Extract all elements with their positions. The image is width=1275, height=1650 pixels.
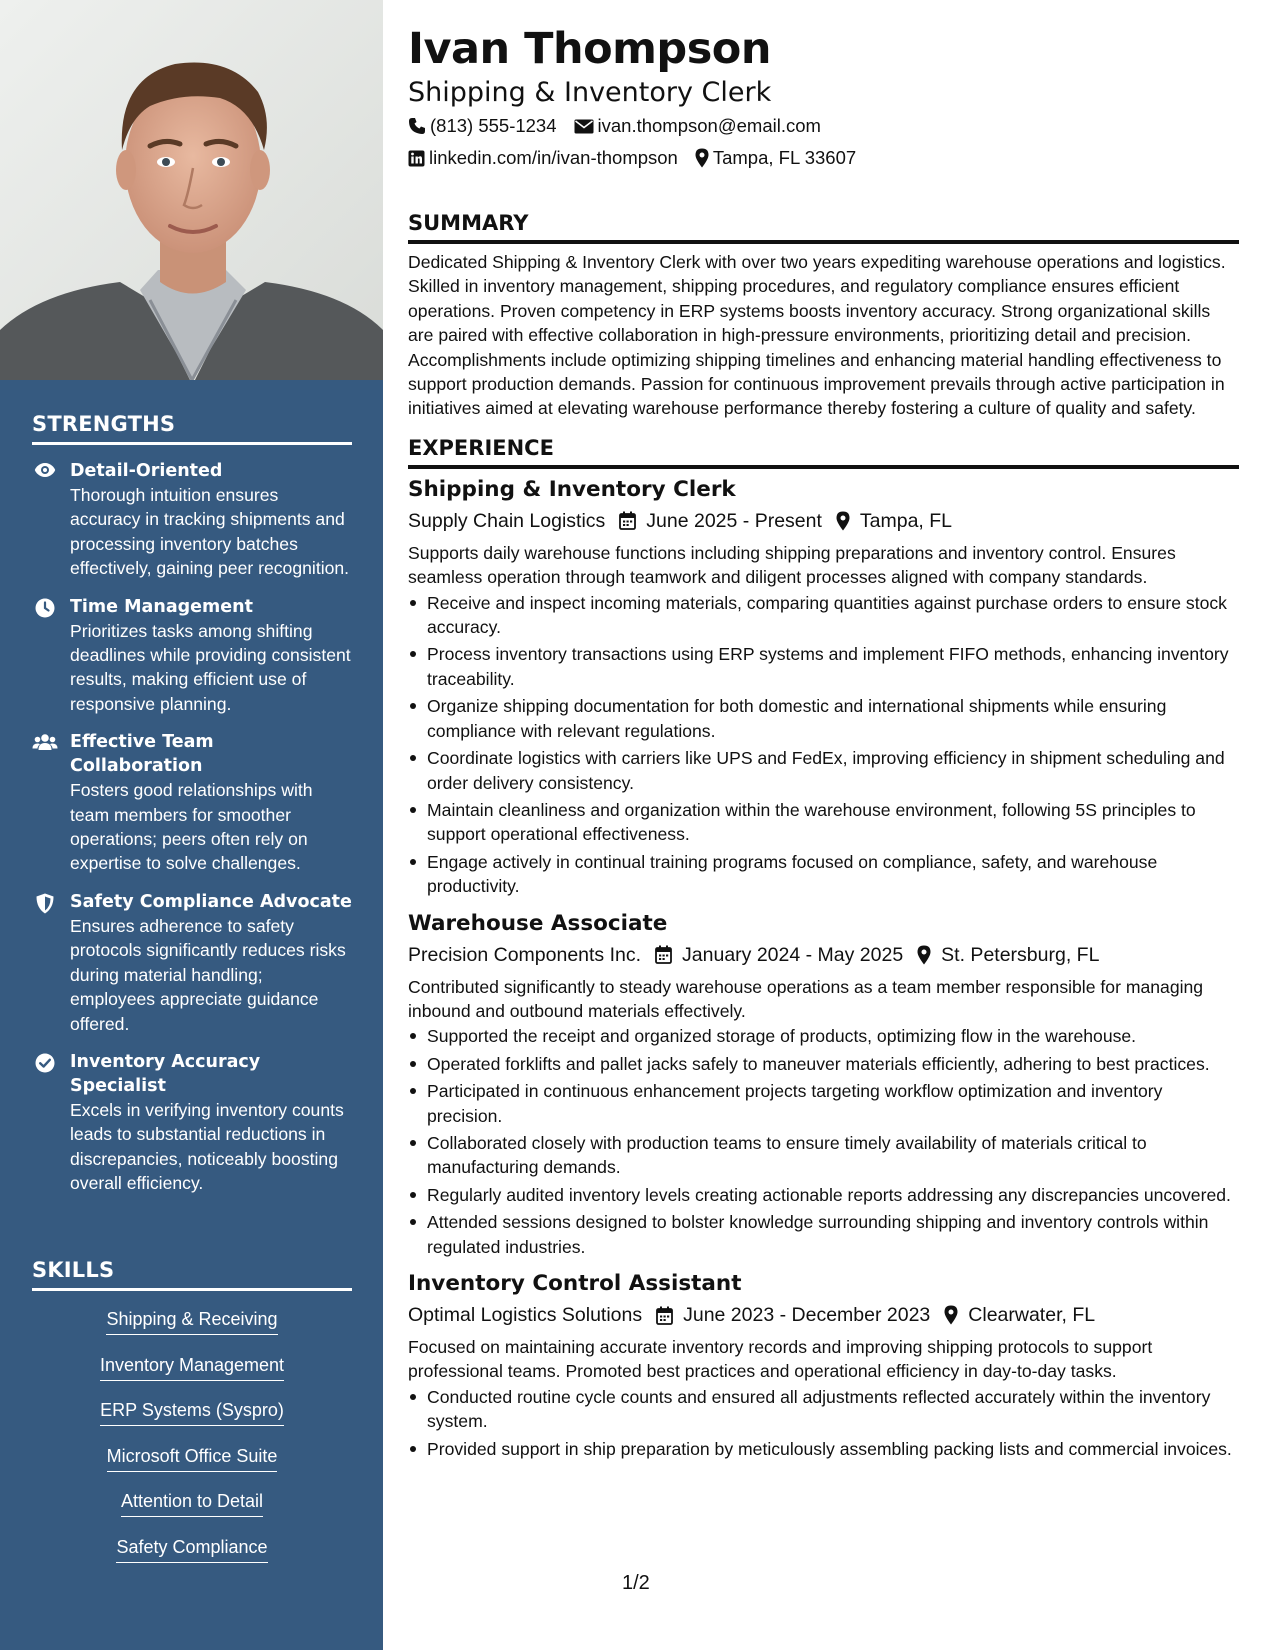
summary-text: Dedicated Shipping & Inventory Clerk with over two years expediting warehouse operations and logistics. Skilled in inventory management, shipping procedures, and regulatory compliance ensures efficient operations. Proven competency in ERP systems boosts inventory accuracy. Strong organizational skills are paired with effective collaboration in high-pressure environments, prioritizing detail and precision. Accomplishments include optimizing shipping timelines and enhancing material handling effectiveness to support production demands. Passion for continuous improvement prevails through active participation in initiatives aimed at elevating warehouse performance thereby fostering a culture of quality and safety. [408,252,1226,419]
job-meta [408,507,1239,535]
skills-section [32,1258,352,1580]
calendar-icon [656,1306,673,1325]
summary-heading: SUMMARY [408,210,1239,244]
job-meta [408,1301,1239,1329]
bullet-item: Regularly audited inventory levels creating actionable reports addressing any discrepancies uncovered. [408,1183,1239,1207]
portrait-illustration [0,0,383,380]
skills-heading: SKILLS [32,1258,352,1291]
job-title: Shipping & Inventory Clerk [408,476,736,502]
strength-item [32,1050,352,1196]
job-description: Focused on maintaining accurate inventory records and improving shipping protocols to support professional teams. Promoted best practices and operational efficiency in day-to-day tasks. [408,1337,1153,1382]
strength-description: Prioritizes tasks among shifting deadlines while providing consistent results, making efficient use of responsive planning. [70,620,351,714]
linkedin-contact[interactable] [408,146,678,170]
job-dates: June 2025 - Present [646,509,822,532]
email-text: ivan.thompson@email.com [597,115,821,136]
strength-description: Excels in verifying inventory counts leads to substantial reductions in discrepancies, noticeably boosting overall efficiency. [70,1099,344,1194]
job-entry [408,1269,1239,1461]
main-content [408,22,1239,1464]
phone-icon [408,117,426,135]
job-bullets [408,1385,1239,1461]
bullet-item: Maintain cleanliness and organization within the warehouse environment, following 5S principles to support operational effectiveness. [408,798,1239,847]
email-contact[interactable] [574,114,821,138]
linkedin-text: linkedin.com/in/ivan-thompson [429,147,678,168]
bullet-item: Process inventory transactions using ERP systems and implement FIFO methods, enhancing inventory traceability. [408,642,1239,691]
strengths-section [32,412,352,1196]
job-description: Contributed significantly to steady warehouse operations as a team member responsible for managing inbound and outbound materials effectively. [408,976,1204,1021]
calendar-icon [655,945,672,964]
job-company: Precision Components Inc. [408,943,642,966]
candidate-name: Ivan Thompson [408,24,771,74]
map-pin-icon [944,1305,958,1325]
bullet-item: Engage actively in continual training programs focused on compliance, safety, and warehouse productivity. [408,850,1239,899]
skill-label: Shipping & Receiving [106,1307,277,1335]
job-meta [408,941,1239,969]
skill-label: Attention to Detail [121,1489,263,1517]
eye-icon [32,459,58,581]
linkedin-icon [408,150,425,167]
bullet-item: Provided support in ship preparation by meticulously assembling packing lists and commercial invoices. [408,1437,1239,1461]
job-title: Warehouse Associate [408,910,668,936]
skill-item [32,1398,352,1444]
map-pin-icon [695,148,709,168]
bullet-item: Participated in continuous enhancement projects targeting workflow optimization and inventory precision. [408,1079,1239,1128]
job-location: Clearwater, FL [968,1304,1096,1326]
experience-section [408,435,1239,1461]
summary-section [408,210,1239,421]
strength-title: Time Management [70,596,253,617]
bullet-item: Attended sessions designed to bolster knowledge surrounding shipping and inventory controls within regulated industries. [408,1210,1239,1259]
sidebar [0,0,383,1650]
skill-label: Microsoft Office Suite [107,1444,278,1472]
strength-title: Safety Compliance Advocate [70,891,352,912]
skill-item [32,1489,352,1535]
strength-title: Effective Team Collaboration [70,732,214,777]
bullet-item: Collaborated closely with production teams to ensure timely availability of materials critical to manufacturing demands. [408,1131,1239,1180]
users-icon [32,730,58,876]
calendar-icon [619,511,636,530]
job-title: Inventory Control Assistant [408,1271,742,1296]
contact-row [408,114,1239,138]
strength-description: Ensures adherence to safety protocols significantly reduces risks during material handling; employees appreciate guidance offered. [70,915,346,1034]
profile-photo [0,0,383,380]
bullet-item: Receive and inspect incoming materials, comparing quantities against purchase orders to ensure stock accuracy. [408,591,1239,640]
skill-item [32,1444,352,1490]
strength-item [32,890,352,1036]
clock-icon [32,595,58,717]
strength-item [32,595,352,717]
contact-row [408,146,1239,170]
strength-description: Thorough intuition ensures accuracy in tracking shipments and processing inventory batches effectively, gaining peer recognition. [70,485,350,579]
shield-icon [32,890,58,1036]
skill-label: Inventory Management [100,1353,284,1381]
phone-contact[interactable] [408,114,557,138]
job-dates: June 2023 - December 2023 [683,1304,931,1326]
bullet-item: Coordinate logistics with carriers like UPS and FedEx, improving efficiency in shipment scheduling and order delivery consistency. [408,746,1239,795]
envelope-icon [574,119,594,134]
job-bullets [408,591,1239,899]
bullet-item: Conducted routine cycle counts and ensured all adjustments reflected accurately within the inventory system. [408,1385,1239,1434]
phone-text: (813) 555-1234 [430,115,557,136]
location-text: Tampa, FL 33607 [712,147,857,168]
skill-label: Safety Compliance [116,1535,267,1563]
skill-item [32,1307,352,1353]
strength-title: Detail-Oriented [70,461,223,481]
job-entry [408,909,1239,1259]
skills-list [32,1307,352,1580]
location-contact [695,146,856,170]
experience-heading: EXPERIENCE [408,435,1239,469]
job-company: Supply Chain Logistics [408,509,606,532]
job-description: Supports daily warehouse functions including shipping preparations and inventory control. Ensures seamless operation through teamwork and diligent processes aligned with company standards. [408,542,1176,588]
strength-description: Fosters good relationships with team members for smoother operations; peers often rely on expertise to solve challenges. [70,780,313,874]
strength-item [32,459,352,581]
skill-item [32,1535,352,1581]
skill-label: ERP Systems (Syspro) [100,1398,284,1426]
bullet-item: Operated forklifts and pallet jacks safely to maneuver materials efficiently, adhering to best practices. [408,1052,1239,1076]
map-pin-icon [836,511,850,531]
job-entry [408,475,1239,899]
strength-title: Inventory Accuracy Specialist [70,1051,261,1096]
job-location: Tampa, FL [859,509,953,532]
bullet-item: Supported the receipt and organized storage of products, optimizing flow in the warehouse. [408,1024,1239,1048]
check-circle-icon [32,1050,58,1196]
job-location: St. Petersburg, FL [941,943,1100,966]
map-pin-icon [917,945,931,965]
skill-item [32,1353,352,1399]
strengths-heading: STRENGTHS [32,412,352,445]
job-bullets [408,1024,1239,1259]
job-headline: Shipping & Inventory Clerk [408,77,772,108]
page-number: 1/2 [622,1572,650,1594]
job-company: Optimal Logistics Solutions [408,1304,643,1326]
job-dates: January 2024 - May 2025 [682,943,904,966]
strength-item [32,730,352,876]
bullet-item: Organize shipping documentation for both domestic and international shipments while ensuring compliance with relevant regulations. [408,694,1239,743]
